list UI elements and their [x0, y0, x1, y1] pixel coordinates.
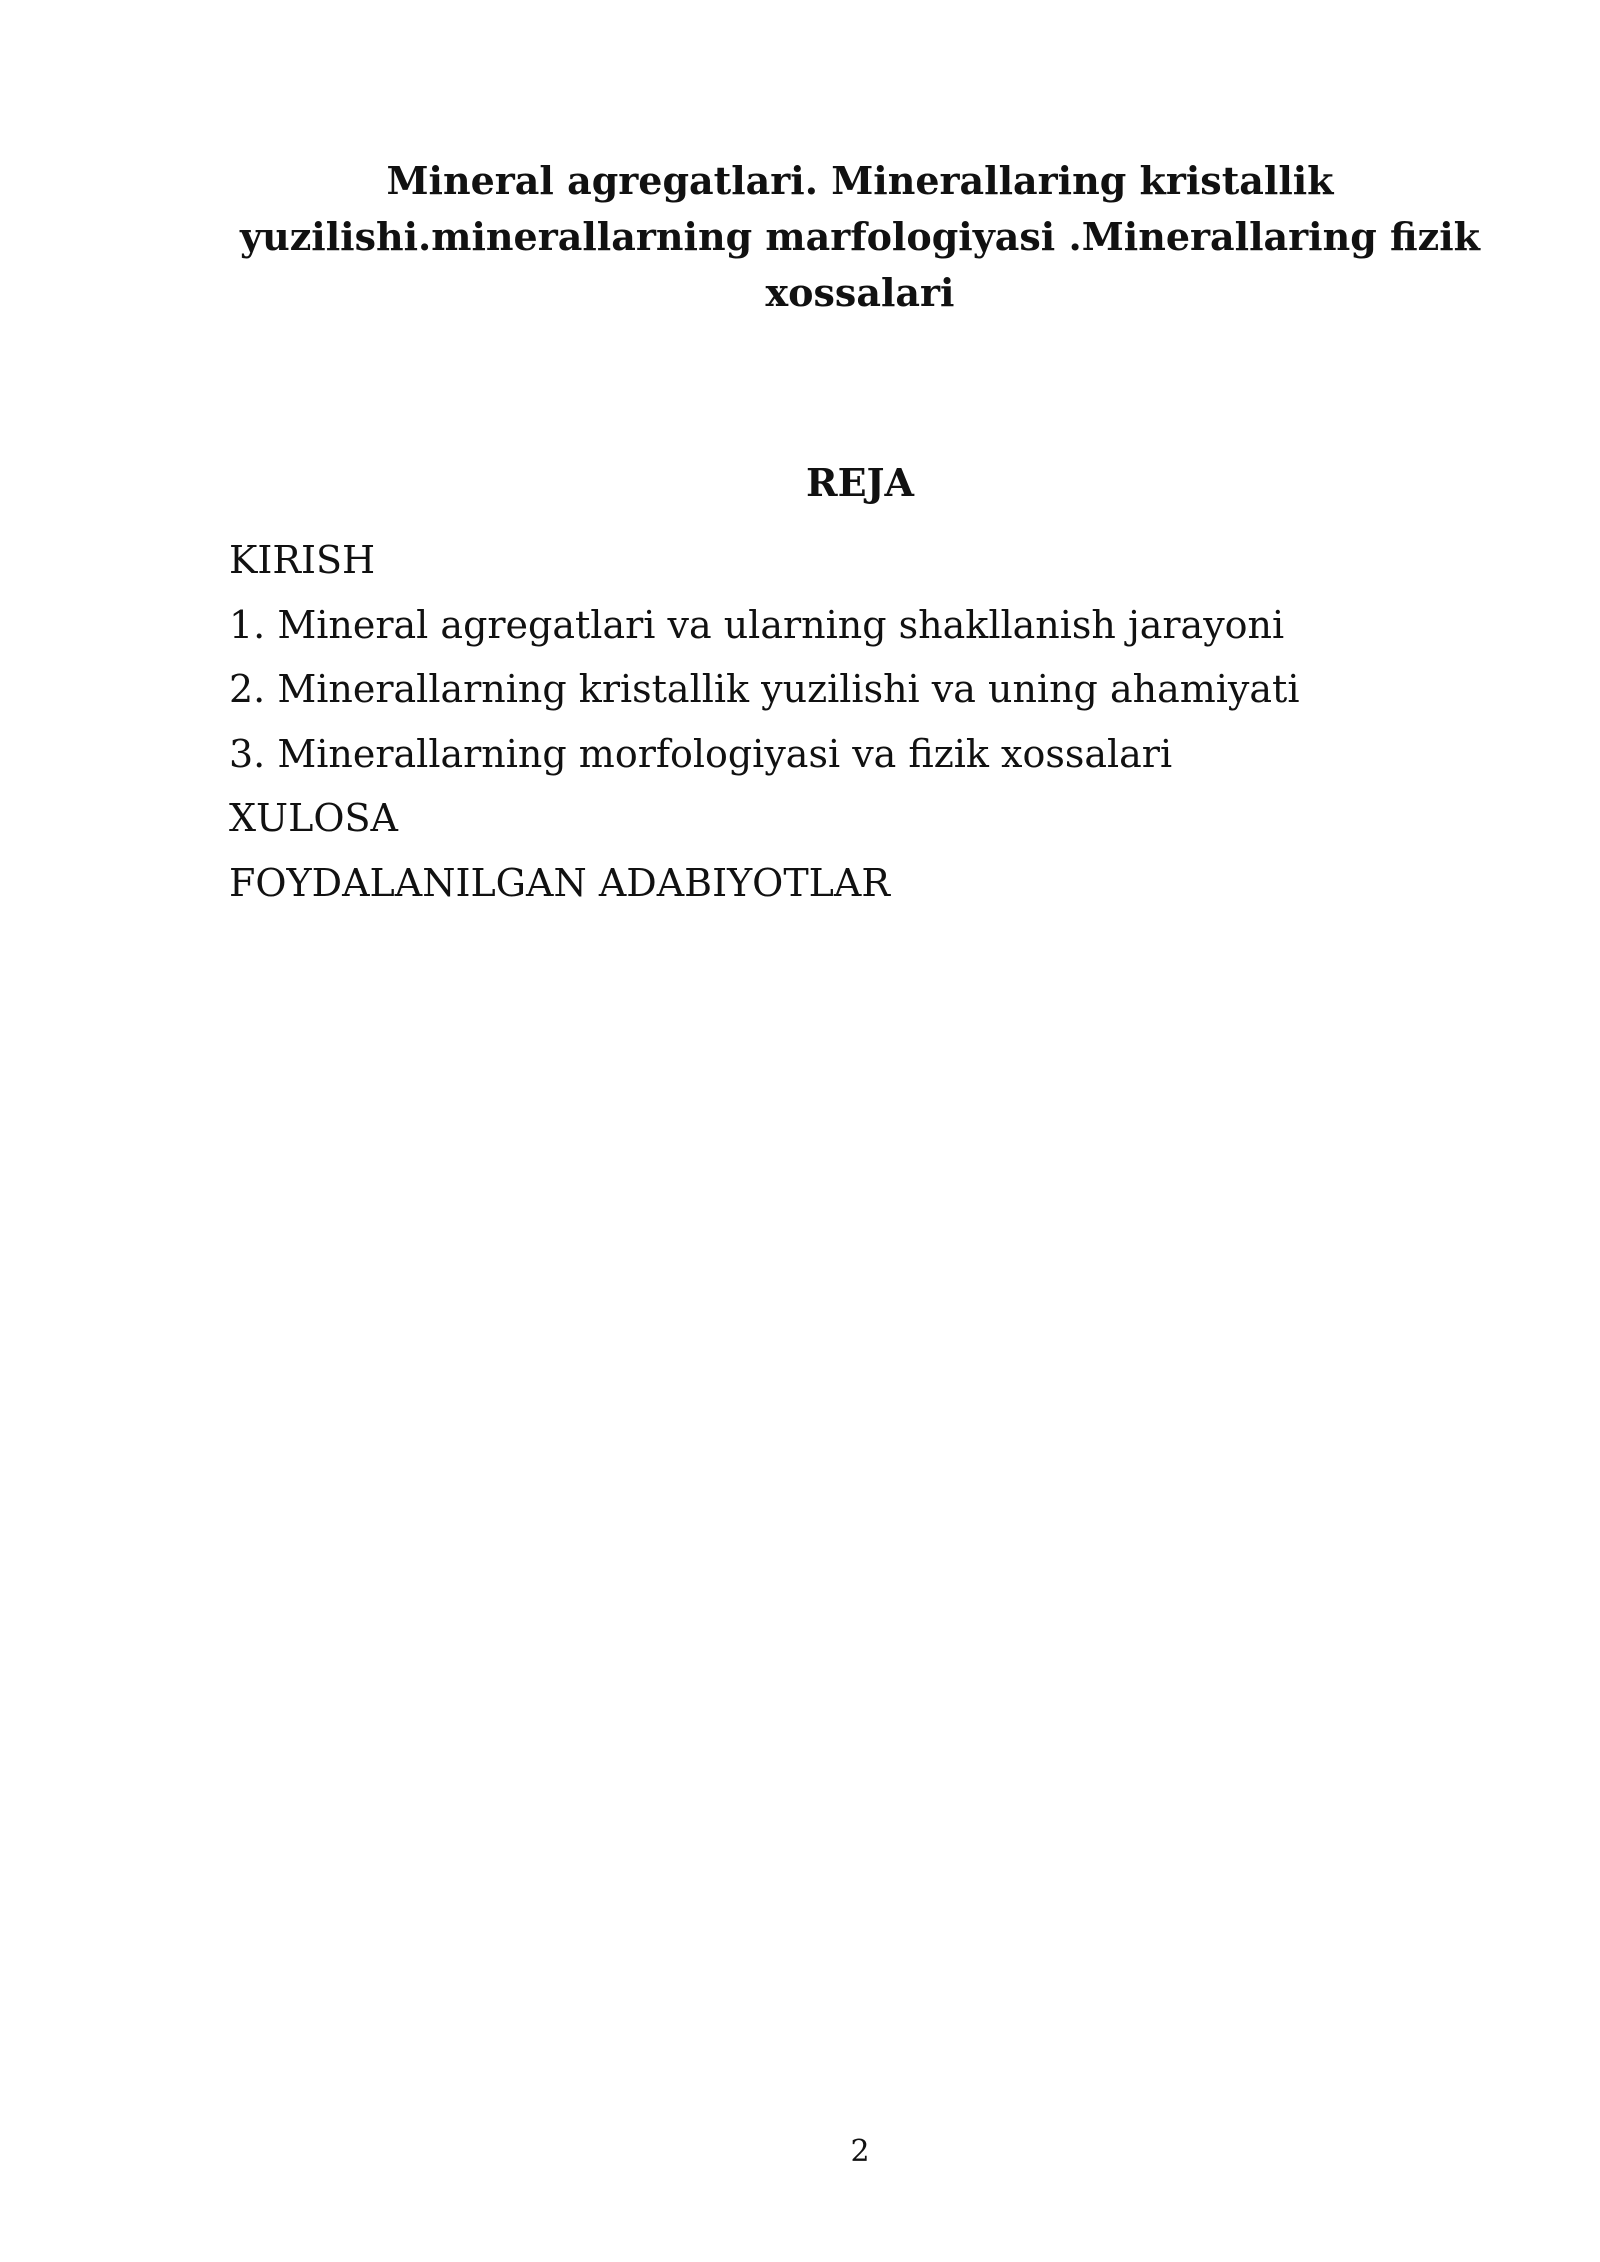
plan-item-introduction: KIRISH	[229, 538, 376, 582]
plan-item-2: 2. Minerallarning kristallik yuzilishi va uning ahamiyati	[229, 667, 1300, 711]
plan-heading: REJA	[805, 460, 914, 505]
plan-item-3: 3. Minerallarning morfologiyasi va fizik xossalari	[229, 731, 1173, 776]
plan-item-1: 1. Mineral agregatlari va ularning shakllanish jarayoni	[229, 602, 1285, 647]
plan-item-conclusion: XULOSA	[229, 796, 398, 840]
plan-list	[229, 528, 1429, 915]
title-line: yuzilishi.minerallarning marfologiyasi .Minerallaring fizik	[240, 214, 1480, 259]
title-line: xossalari	[765, 270, 955, 315]
title-line: Mineral agregatlari. Minerallaring kristallik	[386, 158, 1334, 203]
page-number: 2	[850, 2134, 870, 2169]
plan-item-references: FOYDALANILGAN ADABIYOTLAR	[229, 860, 890, 905]
document-title	[160, 153, 1560, 321]
